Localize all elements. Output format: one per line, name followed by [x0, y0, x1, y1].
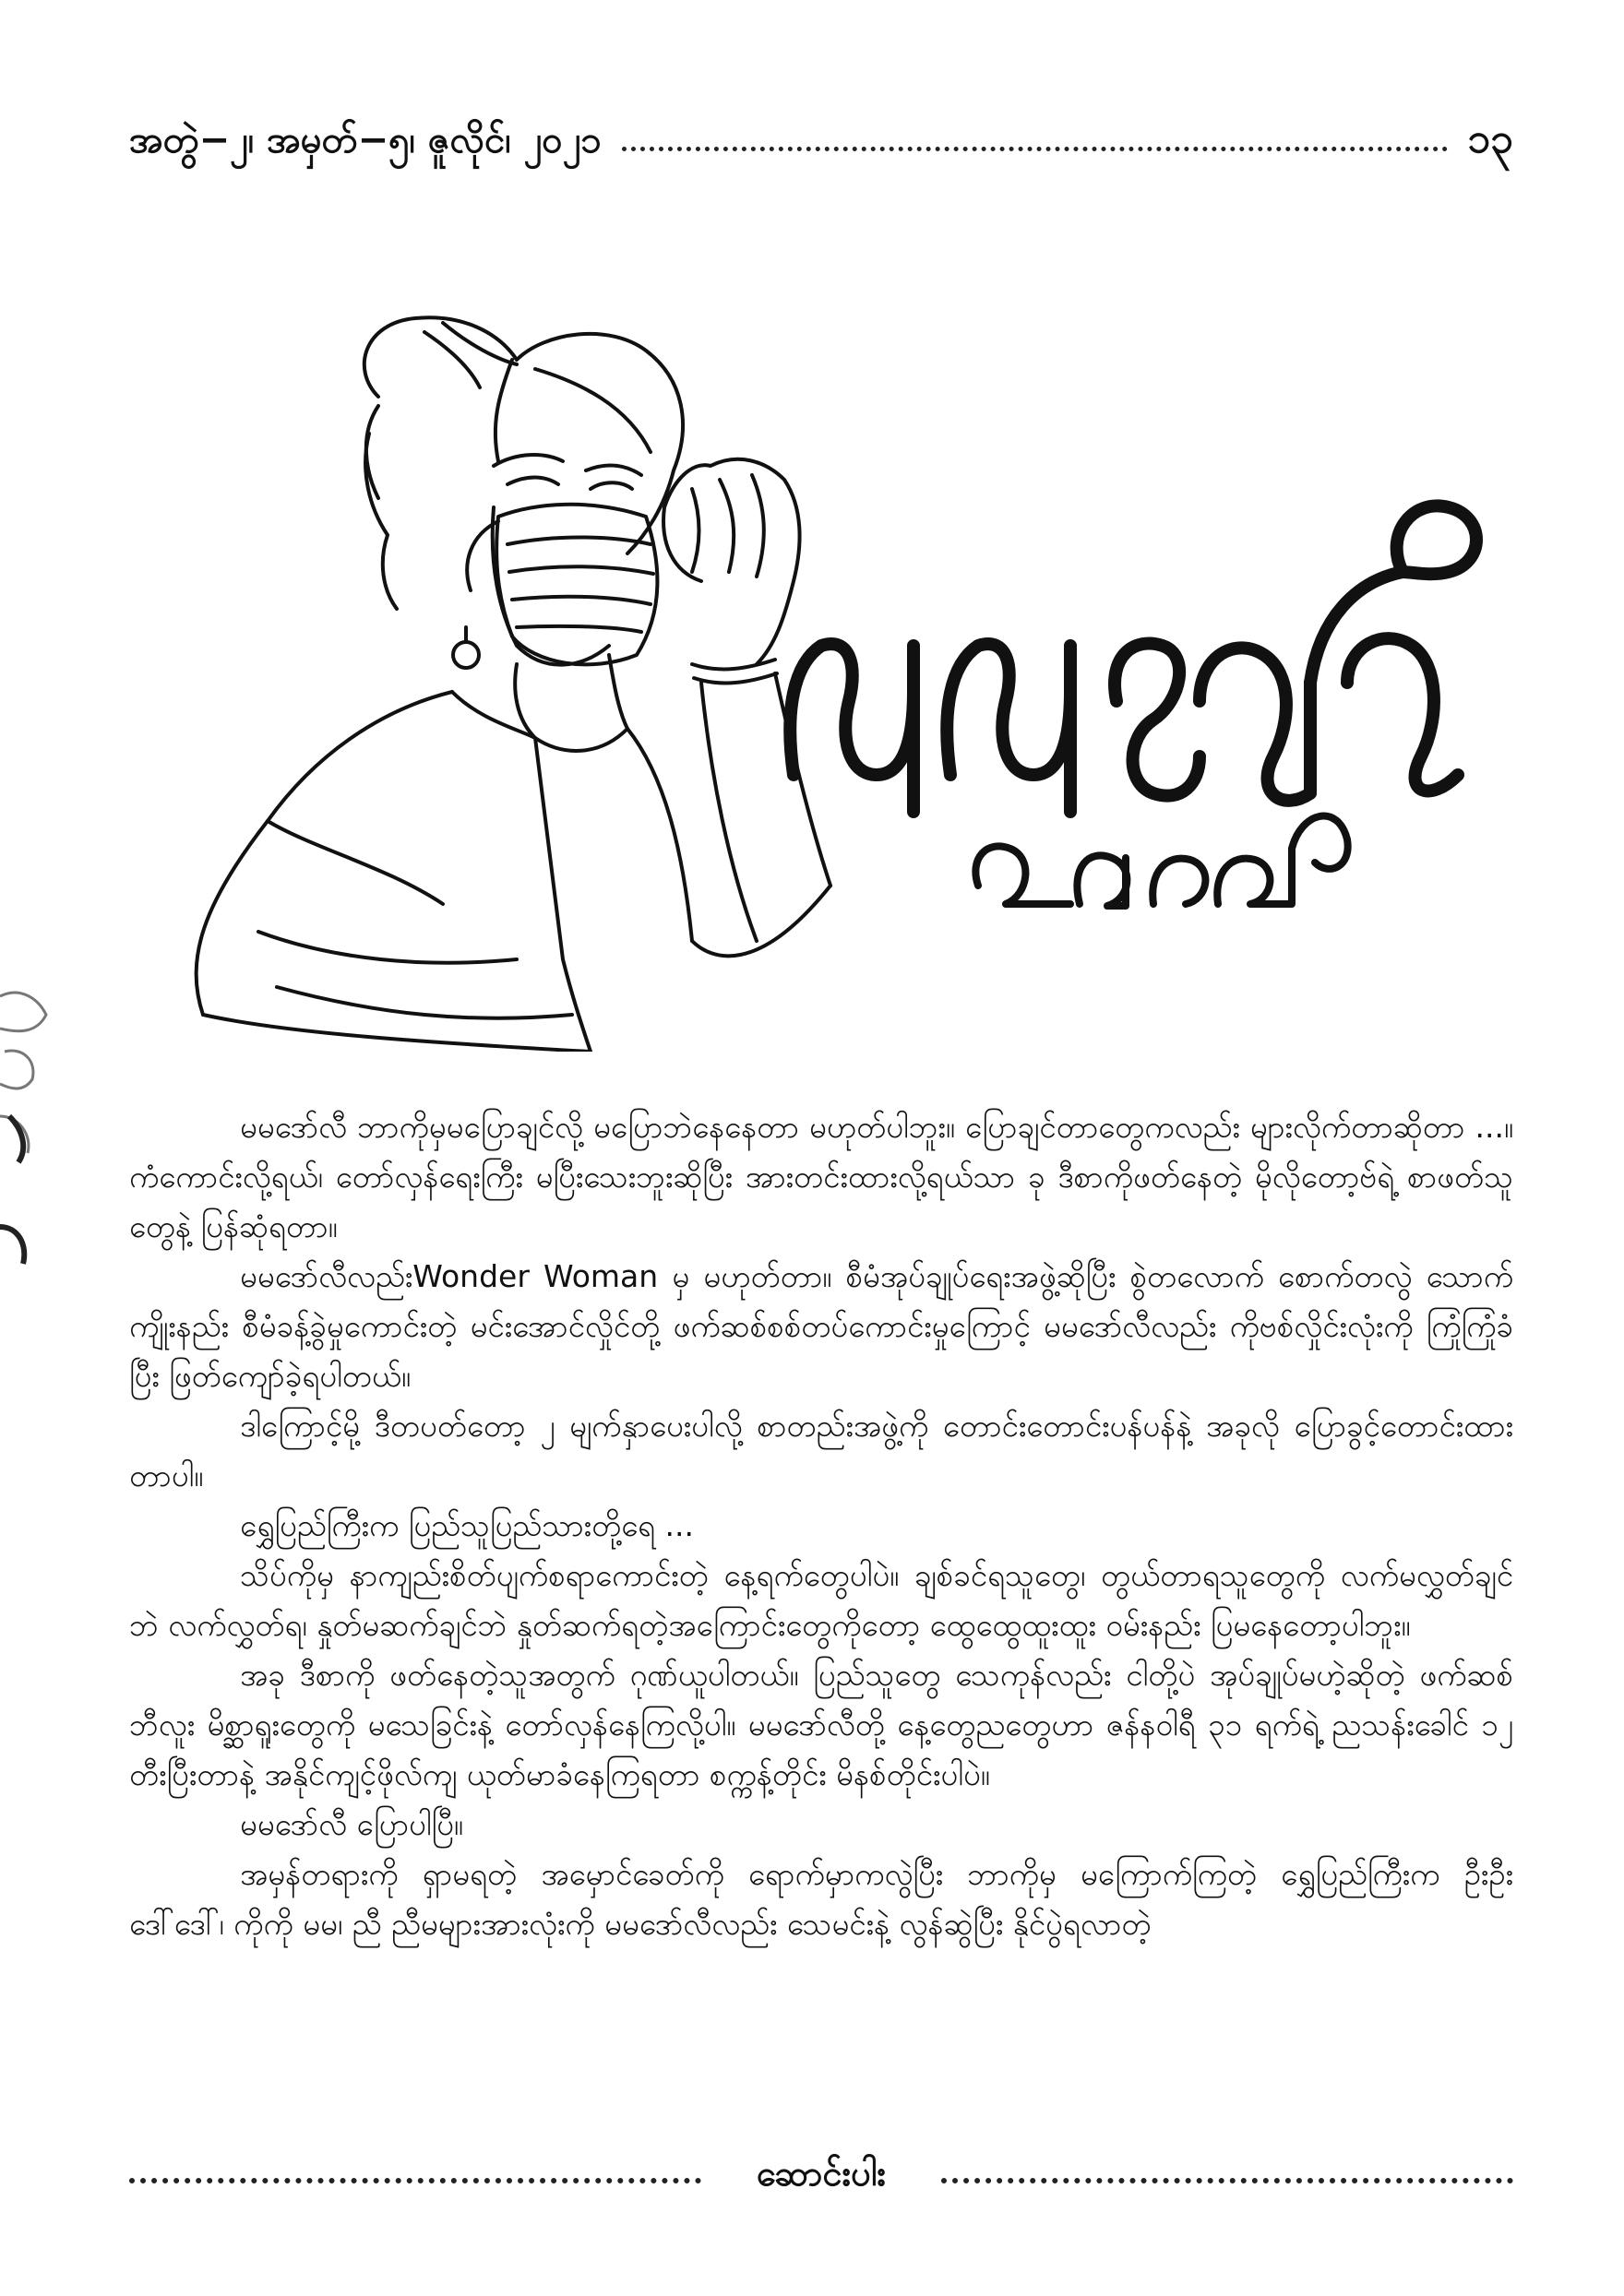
title-illustration: [148, 295, 1495, 1052]
left-edge-decoration: [0, 978, 55, 1273]
decorative-sketch-icon: [0, 978, 55, 1273]
page-number: ၁၃: [1467, 115, 1513, 162]
issue-info: အတွဲ−၂၊ အမှတ်−၅၊ ဇူလိုင်၊ ၂၀၂၁: [129, 118, 602, 161]
woman-with-face-mask-drawing: [148, 295, 1495, 1052]
article-paragraph: ရွှေပြည်ကြီးက ပြည်သူပြည်သားတို့ရေ ...: [240, 1507, 695, 1543]
article-paragraph: မမဒော်လီလည်းWonder Woman မှ မဟုတ်တာ။ စီမံအုပ်ချုပ်ရေးအဖွဲ့ဆိုပြီး စွဲတလောက် စောက်တလွဲ သောက်ကျိုးနည်း စီမံခန့်ခွဲမှုကောင်းတဲ့ မင်းအောင်လှိုင်တို့ ဖက်ဆစ်စစ်တပ်ကောင်းမှုကြောင့် မမဒော်လီလည်း ကိုဗစ်လှိုင်းလုံးကို ကြုံကြုံခံပြီး ဖြတ်ကျော်ခဲ့ရပါတယ်။: [129, 1258, 1513, 1394]
page-header: [129, 111, 1513, 175]
header-dotted-rule: [622, 147, 1448, 151]
article-paragraph: မမဒော်လီ ဘာကိုမှမပြောချင်လို့ မပြောဘဲနေနေတာ မဟုတ်ပါဘူး။ ပြောချင်တာတွေကလည်း များလိုက်တာဆိုတာ ...။ ကံကောင်းလို့ရယ်၊ တော်လှန်ရေးကြီး မပြီးသေးဘူးဆိုပြီး အားတင်းထားလို့ရယ်သာ ခု ဒီစာကိုဖတ်နေတဲ့ မိုလိုတော့ဗ်ရဲ့ စာဖတ်သူတွေနဲ့ ပြန်ဆုံရတာ။: [129, 1109, 1513, 1244]
page-footer: [129, 2145, 1513, 2209]
article-paragraph: မမဒော်လီ ပြောပါပြီ။: [240, 1806, 463, 1842]
article-paragraph: အမှန်တရားကို ရှာမရတဲ့ အမှောင်ခေတ်ကို ရောက်မှာကလွဲပြီး ဘာကိုမှ မကြောက်ကြတဲ့ ရွှေပြည်ကြီးက ဦးဦး ဒေါ်ဒေါ်၊ ကိုကို မမ၊ ညီ ညီမများအားလုံးကို မမဒော်လီလည်း သေမင်းနဲ့ လွန်ဆွဲပြီး နိုင်ပွဲရလာတဲ့: [129, 1856, 1513, 1942]
article-paragraph: သိပ်ကိုမှ နာကျည်းစိတ်ပျက်စရာကောင်းတဲ့ နေ့ရက်တွေပါပဲ။ ချစ်ခင်ရသူတွေ၊ တွယ်တာရသူတွေကို လက်မလွှတ်ချင်ဘဲ လက်လွှတ်ရ၊ နှုတ်မဆက်ချင်ဘဲ နှုတ်ဆက်ရတဲ့အကြောင်းတွေကိုတော့ ထွေထွေထူးထူး ဝမ်းနည်း ပြမနေတော့ပါဘူး။: [129, 1557, 1513, 1643]
article-paragraph: ဒါကြောင့်မို့ ဒီတပတ်တော့ ၂ မျက်နှာပေးပါလို့ စာတည်းအဖွဲ့ကို တောင်းတောင်းပန်ပန်နဲ့ အခုလို ပြောခွင့်တောင်းထားတာပါ။: [129, 1408, 1513, 1493]
article-paragraph: အခု ဒီစာကို ဖတ်နေတဲ့သူအတွက် ဂုဏ်ယူပါတယ်။ ပြည်သူတွေ သေကုန်လည်း ငါတို့ပဲ အုပ်ချုပ်မဟဲ့ဆိုတဲ့ ဖက်ဆစ်ဘီလူး မိစ္ဆာရူးတွေကို မသေခြင်းနဲ့ တော်လှန်နေကြလို့ပါ။ မမဒော်လီတို့ နေ့တွေညတွေဟာ ဇန်နဝါရီ ၃၁ ရက်ရဲ့ ညသန်းခေါင် ၁၂ တီးပြီးတာနဲ့ အနိုင်ကျင့်ဖိုလ်ကျ ယုတ်မာခံနေကြရတာ စက္ကန့်တိုင်း မိနစ်တိုင်းပါပဲ။: [129, 1657, 1513, 1792]
article-body: [129, 1102, 1513, 2135]
continue-label: ဆောင်းပါး: [756, 2153, 887, 2194]
footer-dotted-rule-left: [129, 2178, 701, 2183]
footer-dotted-rule-right: [941, 2178, 1513, 2183]
